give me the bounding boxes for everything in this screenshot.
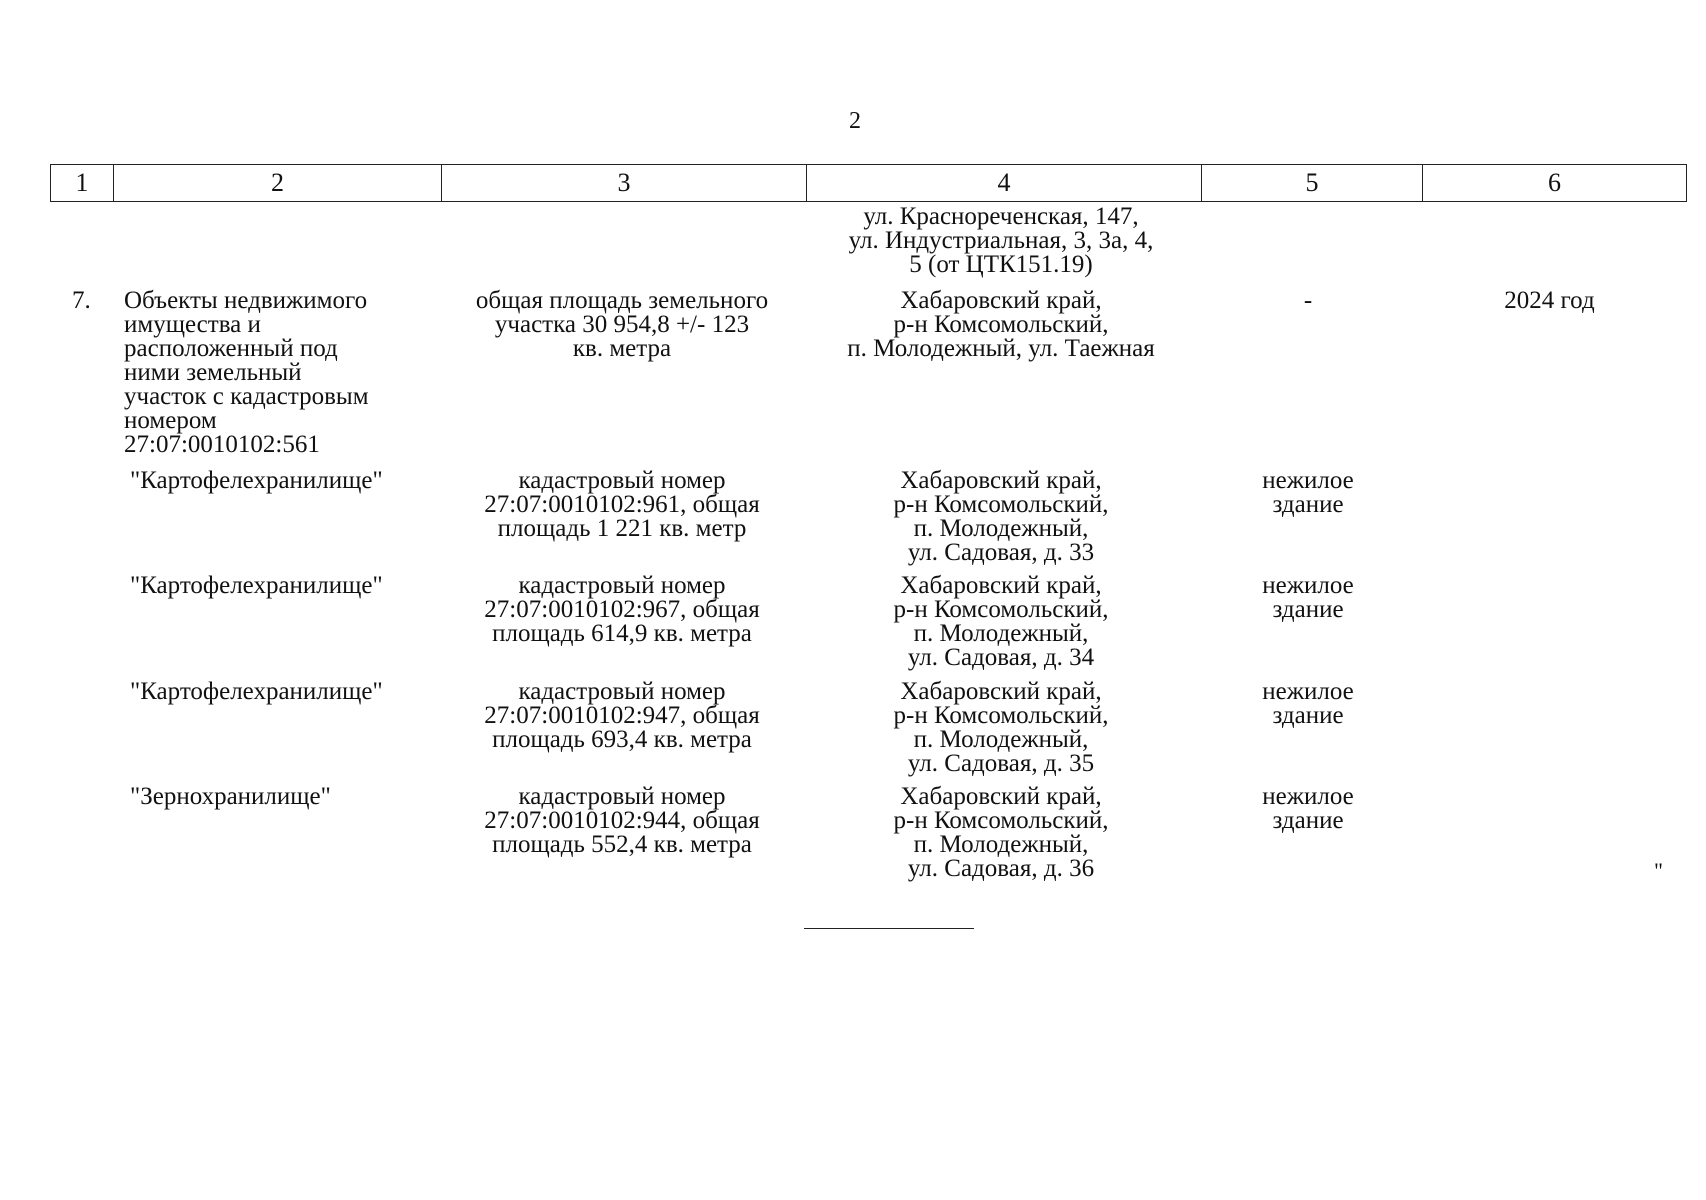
footer-rule — [804, 928, 974, 929]
sub-item-1-name: "Картофелехранилище" — [130, 467, 383, 494]
continuation-address: ул. Краснореченская, 147, ул. Индустриальная, 3, 3а, 4, 5 (от ЦТК151.19) — [848, 203, 1154, 278]
column-header-6: 6 — [1423, 165, 1687, 202]
column-header-table — [50, 164, 1687, 202]
column-header-1: 1 — [51, 165, 114, 202]
sub-item-4-address: Хабаровский край, р-н Комсомольский, п. Молодежный, ул. Садовая, д. 36 — [893, 783, 1109, 882]
column-header-2: 2 — [114, 165, 442, 202]
closing-quote-mark: " — [1654, 858, 1663, 883]
sub-item-2-name: "Картофелехранилище" — [130, 572, 383, 599]
sub-item-2-type: нежилое здание — [1262, 572, 1354, 623]
sub-item-4-description: кадастровый номер 27:07:0010102:944, общая площадь 552,4 кв. метра — [484, 783, 760, 858]
sub-item-4-type: нежилое здание — [1262, 783, 1354, 834]
sub-item-3-address: Хабаровский край, р-н Комсомольский, п. Молодежный, ул. Садовая, д. 35 — [893, 678, 1109, 777]
sub-item-1-description: кадастровый номер 27:07:0010102:961, общая площадь 1 221 кв. метр — [484, 467, 760, 542]
item-type: - — [1303, 287, 1313, 314]
page-number: 2 — [849, 108, 861, 134]
column-header-4: 4 — [807, 165, 1202, 202]
sub-item-2-description: кадастровый номер 27:07:0010102:967, общая площадь 614,9 кв. метра — [484, 572, 760, 647]
column-header-3: 3 — [442, 165, 807, 202]
sub-item-4-name: "Зернохранилище" — [130, 783, 331, 810]
sub-item-3-type: нежилое здание — [1262, 678, 1354, 729]
item-address: Хабаровский край, р-н Комсомольский, п. Молодежный, ул. Таежная — [847, 287, 1155, 362]
item-year: 2024 год — [1504, 287, 1595, 314]
sub-item-3-name: "Картофелехранилище" — [130, 678, 383, 705]
sub-item-1-address: Хабаровский край, р-н Комсомольский, п. Молодежный, ул. Садовая, д. 33 — [893, 467, 1109, 566]
item-number: 7. — [72, 287, 91, 314]
column-header-5: 5 — [1202, 165, 1423, 202]
sub-item-3-description: кадастровый номер 27:07:0010102:947, общая площадь 693,4 кв. метра — [484, 678, 760, 753]
sub-item-1-type: нежилое здание — [1262, 467, 1354, 518]
column-header-row — [51, 165, 1687, 202]
item-description: общая площадь земельного участка 30 954,8 +/- 123 кв. метра — [475, 287, 769, 362]
item-name: Объекты недвижимого имущества и расположенный под ними земельный участок с кадастровым номером 27:07:0010102:561 — [124, 287, 369, 458]
sub-item-2-address: Хабаровский край, р-н Комсомольский, п. Молодежный, ул. Садовая, д. 34 — [893, 572, 1109, 671]
